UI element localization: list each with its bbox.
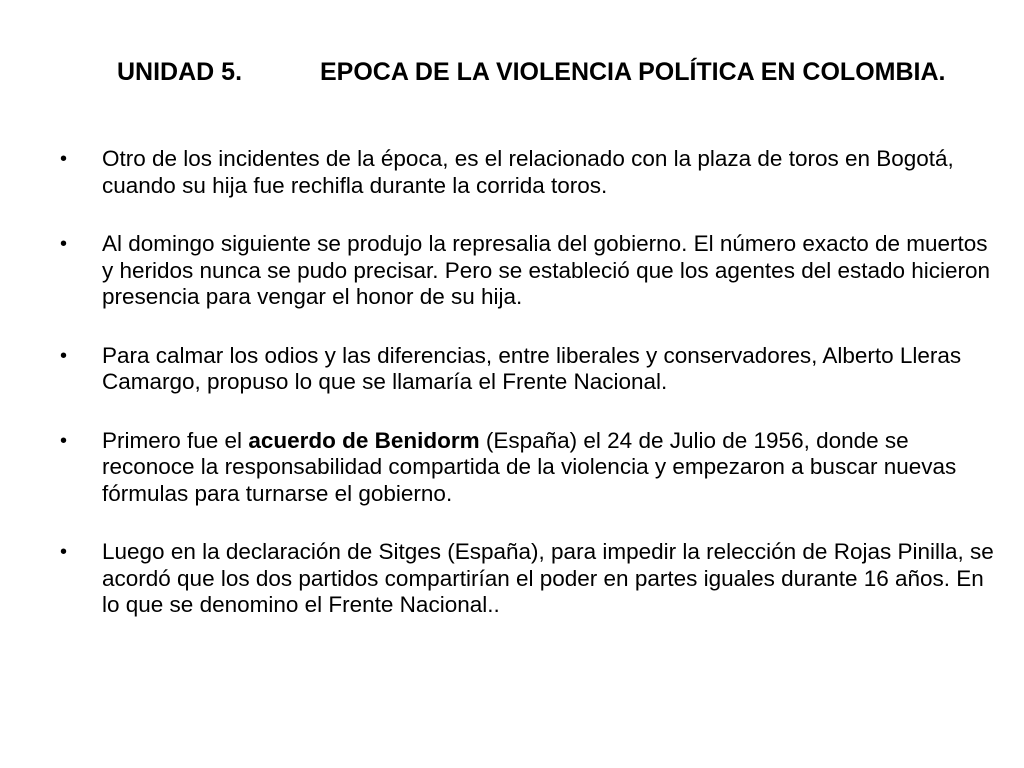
bullet-text: Para calmar los odios y las diferencias, entre liberales y conservadores, Alberto Lleras Camargo, propuso lo que se llamaría el Frente Nacional.: [102, 342, 962, 394]
bullet-dot-icon: •: [60, 541, 68, 563]
bullet-dot-icon: •: [60, 429, 68, 452]
title-unit: UNIDAD 5.: [117, 58, 243, 86]
bullet-text: Otro de los incidentes de la época, es el relacionado con la plaza de toros en Bogotá, cuando su hija fue rechifla durante la corrida toros.: [102, 146, 954, 198]
bullet-item: [60, 539, 1000, 619]
bullet-item: [60, 146, 1000, 199]
bullet-dot-icon: •: [60, 233, 68, 255]
bullet-text-before: Primero fue el: [102, 427, 249, 453]
bullet-item: [60, 343, 1000, 396]
bullet-dot-icon: •: [60, 344, 68, 367]
bullet-text: Luego en la declaración de Sitges (España), para impedir la relección de Rojas Pinilla, se acordó que los dos partidos compartirían el poder en partes iguales durante 16 años. En lo que se denomino el Frente Nacional..: [102, 539, 994, 617]
bullet-text: [102, 428, 956, 506]
bullet-text-after: (España) el 24 de Julio de 1956, donde se reconoce la responsabilidad compartida de la violencia y empezaron a buscar nuevas fórmulas para turnarse el gobierno.: [102, 427, 957, 506]
bullet-item: [60, 428, 1000, 508]
bullet-text-bold: acuerdo de Benidorm: [248, 427, 480, 453]
title-topic: EPOCA DE LA VIOLENCIA POLÍTICA EN COLOMBIA.: [320, 58, 946, 86]
bullet-list: [60, 146, 1000, 651]
bullet-item: [60, 231, 1000, 311]
bullet-text: Al domingo siguiente se produjo la represalia del gobierno. El número exacto de muertos y heridos nunca se pudo precisar. Pero se estableció que los agentes del estado hicieron presencia para vengar el honor de su hija.: [102, 231, 991, 309]
slide-title: [117, 56, 977, 88]
bullet-dot-icon: •: [60, 148, 68, 170]
